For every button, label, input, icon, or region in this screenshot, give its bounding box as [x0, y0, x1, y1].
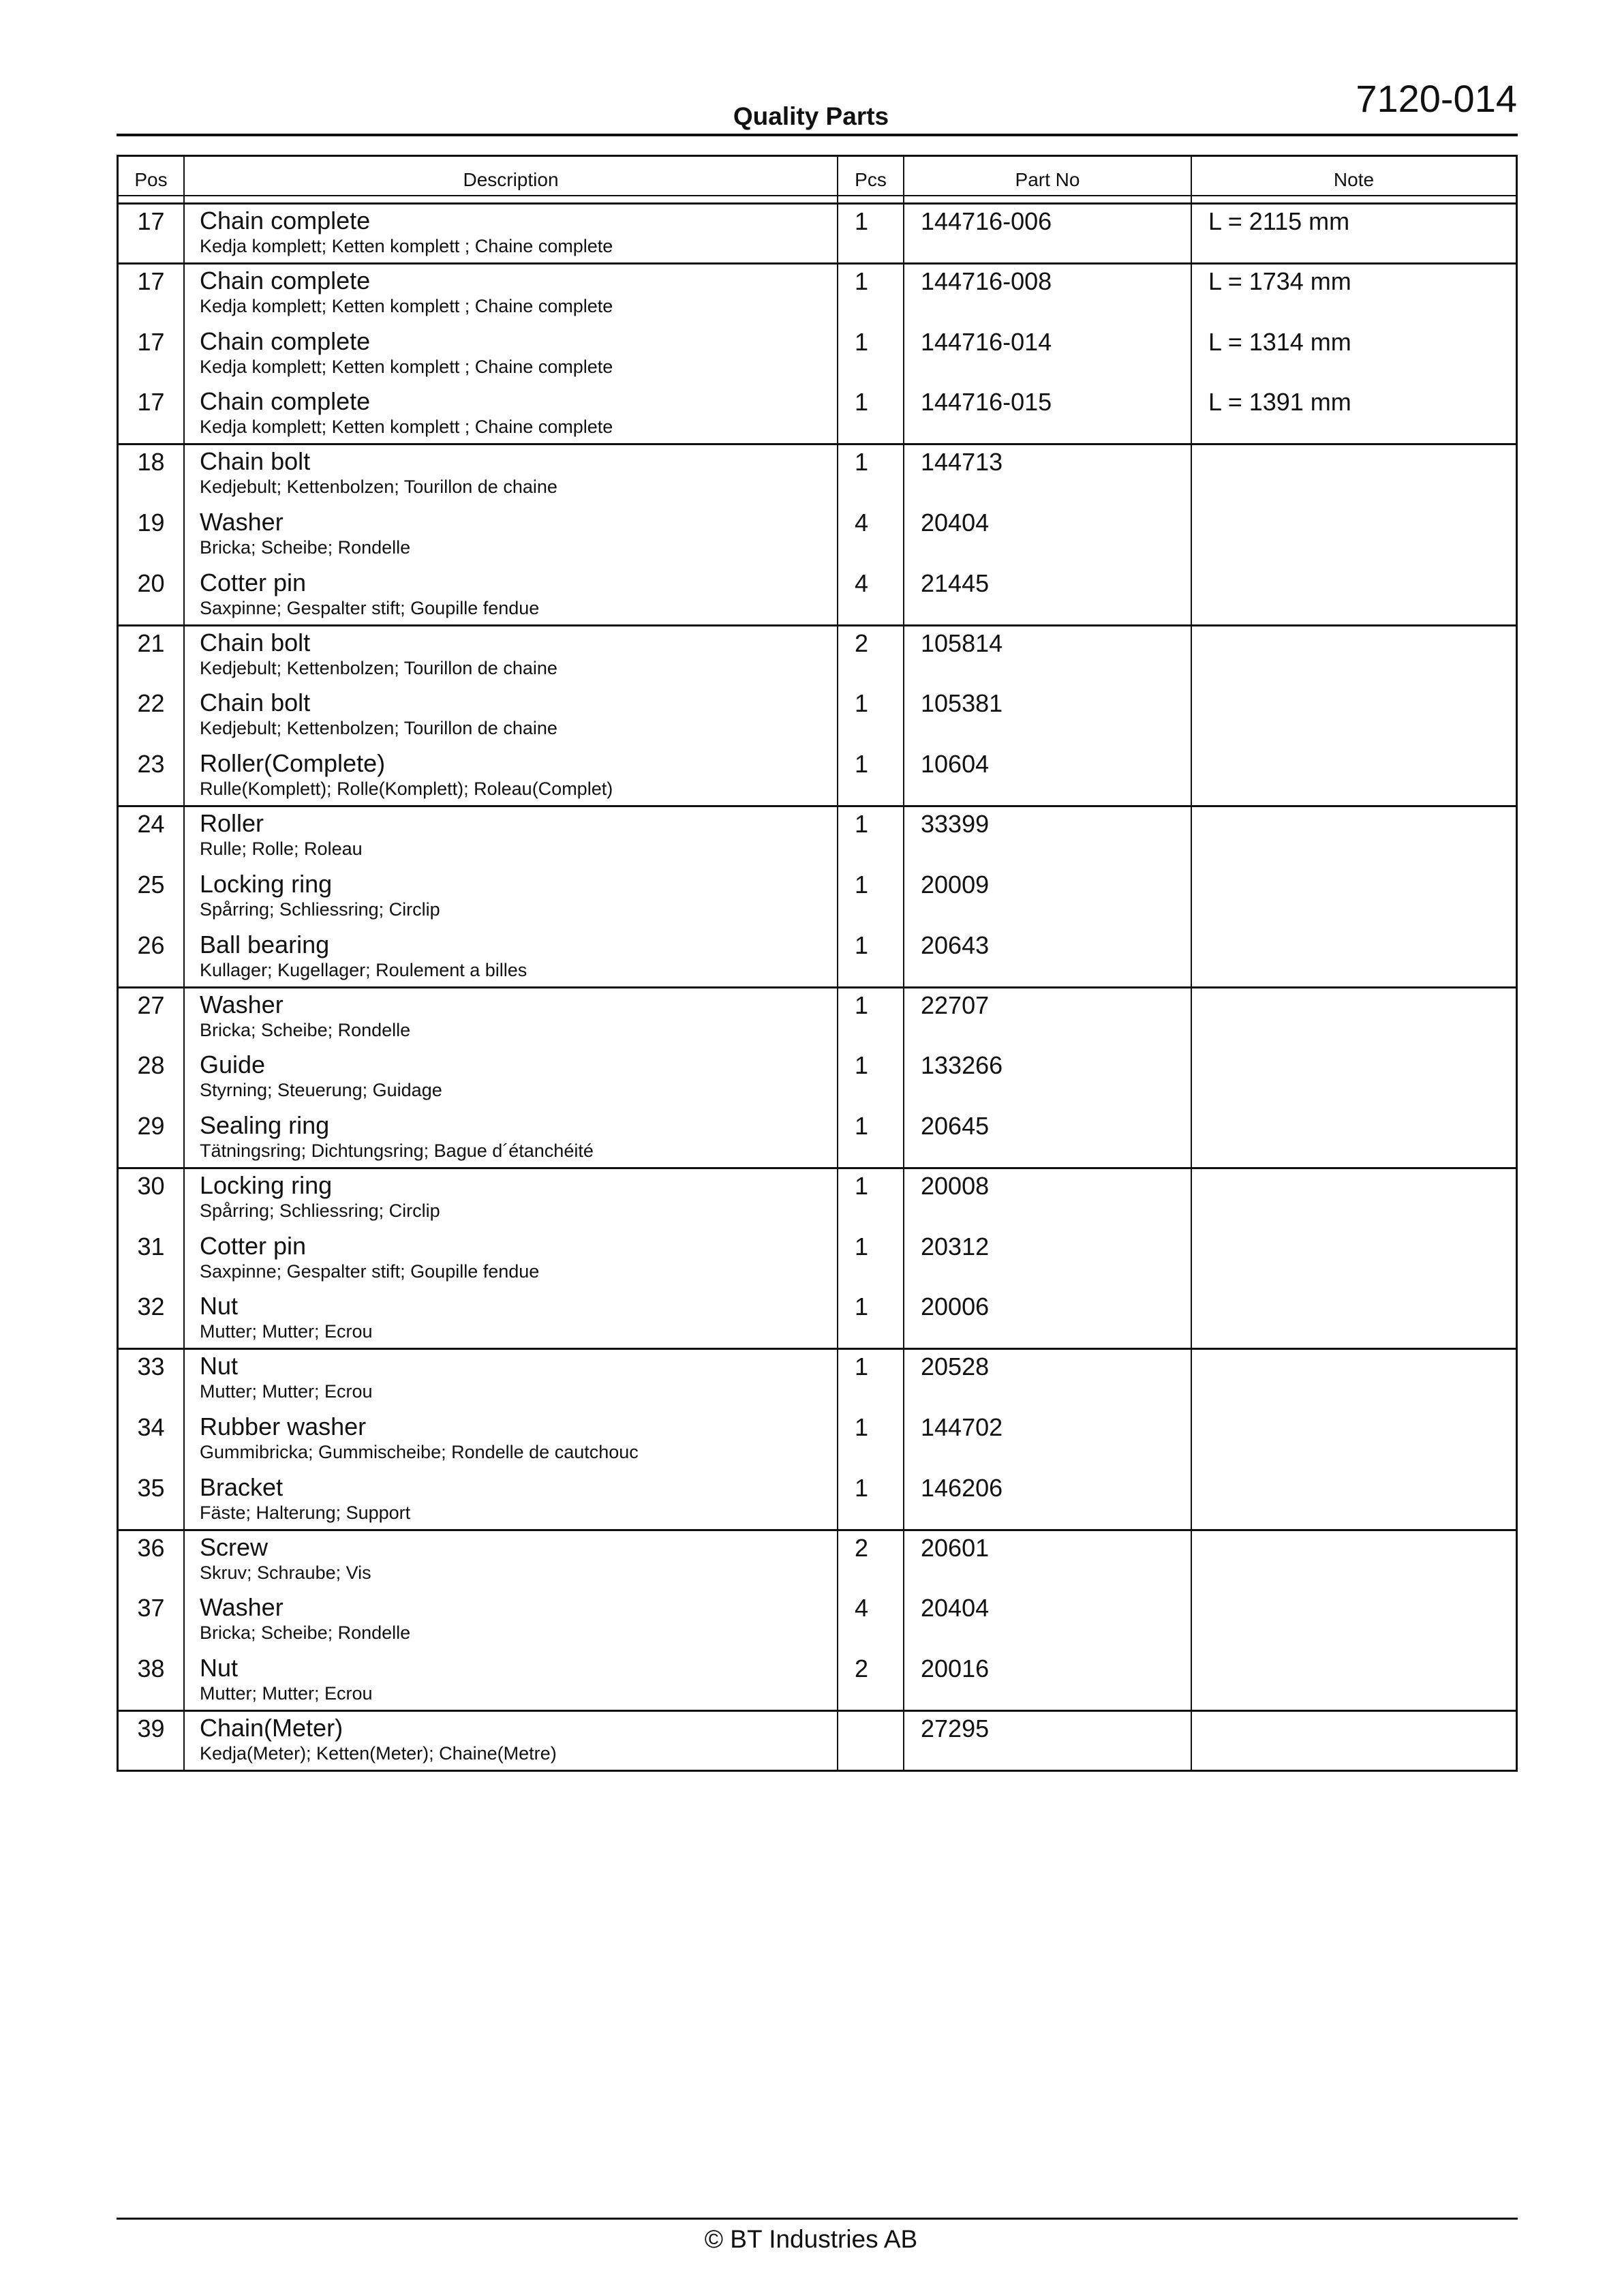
description-cell: [185, 868, 838, 928]
table-row: [119, 928, 1516, 986]
part-no-cell: 144716-008: [904, 265, 1192, 325]
pos-cell: 17: [119, 325, 185, 386]
header-rule: [117, 134, 1518, 136]
table-row: [119, 1048, 1516, 1109]
table-row: [119, 385, 1516, 443]
part-no-cell: 105381: [904, 686, 1192, 747]
description-cell: [185, 1290, 838, 1348]
part-no-cell: 20312: [904, 1230, 1192, 1290]
part-translations: Skruv; Schraube; Vis: [200, 1562, 371, 1583]
pos-cell: 37: [119, 1591, 185, 1652]
part-name: Washer: [200, 1593, 284, 1622]
note-cell: [1192, 567, 1516, 624]
part-translations: Mutter; Mutter; Ecrou: [200, 1381, 373, 1402]
part-name: Chain bolt: [200, 447, 311, 476]
pcs-cell: 1: [838, 265, 904, 325]
part-no-cell: 20645: [904, 1109, 1192, 1167]
pcs-cell: 1: [838, 686, 904, 747]
part-translations: Kedja(Meter); Ketten(Meter); Chaine(Metre): [200, 1743, 557, 1764]
column-header-description: Description: [185, 157, 838, 195]
footer-rule: [117, 2218, 1518, 2220]
pcs-cell: 1: [838, 1471, 904, 1529]
column-header-part-no: Part No: [904, 157, 1192, 195]
row-group: [119, 988, 1516, 1169]
note-cell: [1192, 1531, 1516, 1592]
part-translations: Mutter; Mutter; Ecrou: [200, 1321, 373, 1342]
pcs-cell: 4: [838, 506, 904, 567]
parts-table: [117, 155, 1518, 1772]
pcs-cell: 4: [838, 1591, 904, 1652]
pos-cell: 18: [119, 445, 185, 506]
part-translations: Rulle; Rolle; Roleau: [200, 839, 363, 860]
part-name: Washer: [200, 508, 284, 537]
table-row: [119, 205, 1516, 262]
row-group: [119, 626, 1516, 807]
part-no-cell: 27295: [904, 1712, 1192, 1770]
part-no-cell: 133266: [904, 1048, 1192, 1109]
pos-cell: 19: [119, 506, 185, 567]
note-cell: [1192, 1048, 1516, 1109]
pcs-cell: 1: [838, 1410, 904, 1471]
part-name: Cotter pin: [200, 1231, 307, 1260]
part-name: Nut: [200, 1352, 239, 1380]
note-cell: [1192, 928, 1516, 986]
description-cell: [185, 205, 838, 262]
part-name: Chain bolt: [200, 628, 311, 656]
part-no-cell: 20404: [904, 506, 1192, 567]
note-cell: [1192, 1712, 1516, 1770]
table-row: [119, 1712, 1516, 1770]
part-name: Bracket: [200, 1472, 284, 1501]
note-cell: [1192, 988, 1516, 1049]
pos-cell: 26: [119, 928, 185, 986]
part-name: Roller(Complete): [200, 749, 386, 778]
note-cell: [1192, 1591, 1516, 1652]
note-cell: [1192, 747, 1516, 805]
description-cell: [185, 1230, 838, 1290]
part-translations: Kedjebult; Kettenbolzen; Tourillon de chaine: [200, 477, 557, 498]
part-translations: Kedja komplett; Ketten komplett ; Chaine complete: [200, 417, 613, 438]
part-translations: Kedja komplett; Ketten komplett ; Chaine complete: [200, 356, 613, 377]
part-no-cell: 20016: [904, 1652, 1192, 1710]
part-translations: Saxpinne; Gespalter stift; Goupille fendue: [200, 597, 540, 618]
note-cell: [1192, 868, 1516, 928]
part-no-cell: 146206: [904, 1471, 1192, 1529]
pos-cell: 21: [119, 626, 185, 687]
part-no-cell: 22707: [904, 988, 1192, 1049]
description-cell: [185, 1350, 838, 1410]
pcs-cell: 1: [838, 807, 904, 868]
part-no-cell: 20008: [904, 1169, 1192, 1230]
note-cell: [1192, 1230, 1516, 1290]
part-translations: Spårring; Schliessring; Circlip: [200, 898, 440, 920]
row-group: [119, 265, 1516, 445]
description-cell: [185, 928, 838, 986]
table-row: [119, 988, 1516, 1049]
note-cell: L = 1391 mm: [1208, 388, 1351, 417]
pcs-cell: 1: [838, 1350, 904, 1410]
part-no-cell: 144716-015: [904, 385, 1192, 443]
part-name: Chain bolt: [200, 689, 311, 717]
row-group: [119, 1712, 1516, 1770]
pcs-cell: 2: [838, 1531, 904, 1592]
pcs-cell: 1: [838, 385, 904, 443]
table-row: [119, 265, 1516, 325]
pos-cell: 36: [119, 1531, 185, 1592]
header-spacer: [119, 196, 1516, 205]
part-name: Chain(Meter): [200, 1714, 343, 1742]
description-cell: [185, 567, 838, 624]
note-cell: [1192, 1471, 1516, 1529]
pos-cell: 33: [119, 1350, 185, 1410]
row-group: [119, 445, 1516, 626]
pcs-cell: 1: [838, 988, 904, 1049]
part-name: Locking ring: [200, 1170, 333, 1199]
row-group: [119, 807, 1516, 988]
pos-cell: 25: [119, 868, 185, 928]
description-cell: [185, 506, 838, 567]
description-cell: [185, 1591, 838, 1652]
page-title: Quality Parts: [733, 102, 889, 130]
part-no-cell: 144716-014: [904, 325, 1192, 386]
part-translations: Rulle(Komplett); Rolle(Komplett); Roleau(Complet): [200, 779, 613, 800]
table-header: [119, 157, 1516, 196]
description-cell: [185, 1048, 838, 1109]
part-name: Washer: [200, 990, 284, 1018]
description-cell: [185, 747, 838, 805]
part-name: Nut: [200, 1292, 239, 1320]
part-translations: Mutter; Mutter; Ecrou: [200, 1683, 373, 1704]
pos-cell: 31: [119, 1230, 185, 1290]
note-cell: L = 1314 mm: [1208, 327, 1351, 356]
description-cell: [185, 385, 838, 443]
table-row: [119, 325, 1516, 386]
row-group: [119, 1350, 1516, 1530]
part-translations: Bricka; Scheibe; Rondelle: [200, 537, 411, 558]
part-no-cell: 20009: [904, 868, 1192, 928]
part-name: Chain complete: [200, 387, 371, 416]
part-name: Nut: [200, 1654, 239, 1682]
pos-cell: 35: [119, 1471, 185, 1529]
part-name: Ball bearing: [200, 930, 330, 958]
part-name: Chain complete: [200, 327, 371, 355]
description-cell: [185, 265, 838, 325]
part-no-cell: 33399: [904, 807, 1192, 868]
part-name: Cotter pin: [200, 568, 307, 596]
note-cell: [1192, 686, 1516, 747]
table-row: [119, 1109, 1516, 1167]
part-no-cell: 20006: [904, 1290, 1192, 1348]
part-name: Chain complete: [200, 267, 371, 294]
pos-cell: 17: [119, 265, 185, 325]
pos-cell: 22: [119, 686, 185, 747]
part-translations: Bricka; Scheibe; Rondelle: [200, 1019, 411, 1040]
pcs-cell: 1: [838, 1048, 904, 1109]
part-translations: Styrning; Steuerung; Guidage: [200, 1080, 442, 1101]
pos-cell: 23: [119, 747, 185, 805]
row-group: [119, 1531, 1516, 1712]
pos-cell: 38: [119, 1652, 185, 1710]
description-cell: [185, 1471, 838, 1529]
footer-copyright: © BT Industries AB: [704, 2225, 918, 2253]
description-cell: [185, 1652, 838, 1710]
table-body: [119, 205, 1516, 1770]
description-cell: [185, 988, 838, 1049]
pos-cell: 24: [119, 807, 185, 868]
note-cell: [1192, 1652, 1516, 1710]
part-translations: Kedja komplett; Ketten komplett ; Chaine complete: [200, 236, 613, 256]
part-no-cell: 20643: [904, 928, 1192, 986]
part-name: Sealing ring: [200, 1111, 330, 1139]
table-row: [119, 1169, 1516, 1230]
table-row: [119, 1652, 1516, 1710]
table-row: [119, 1410, 1516, 1471]
note-cell: [1192, 1350, 1516, 1410]
part-no-cell: 20404: [904, 1591, 1192, 1652]
part-no-cell: 21445: [904, 567, 1192, 624]
table-row: [119, 868, 1516, 928]
pos-cell: 34: [119, 1410, 185, 1471]
part-name: Chain complete: [200, 207, 371, 235]
pcs-cell: 1: [838, 928, 904, 986]
part-translations: Kullager; Kugellager; Roulement a billes: [200, 959, 527, 980]
part-no-cell: 144702: [904, 1410, 1192, 1471]
note-cell: [1192, 1410, 1516, 1471]
note-cell: [1192, 506, 1516, 567]
description-cell: [185, 1410, 838, 1471]
pcs-cell: 2: [838, 1652, 904, 1710]
pcs-cell: 1: [838, 1230, 904, 1290]
part-translations: Kedjebult; Kettenbolzen; Tourillon de chaine: [200, 657, 557, 678]
note-cell: L = 2115 mm: [1208, 207, 1350, 235]
description-cell: [185, 1531, 838, 1592]
table-row: [119, 1290, 1516, 1348]
table-row: [119, 567, 1516, 624]
document-number: 7120-014: [1356, 77, 1517, 120]
note-cell: [1192, 807, 1516, 868]
part-translations: Kedjebult; Kettenbolzen; Tourillon de chaine: [200, 718, 557, 739]
part-translations: Spårring; Schliessring; Circlip: [200, 1200, 440, 1221]
note-cell: [1192, 445, 1516, 506]
part-no-cell: 144713: [904, 445, 1192, 506]
pos-cell: 32: [119, 1290, 185, 1348]
description-cell: [185, 1109, 838, 1167]
pcs-cell: 1: [838, 1109, 904, 1167]
part-no-cell: 144716-006: [904, 205, 1192, 262]
table-row: [119, 1350, 1516, 1410]
column-header-note: Note: [1333, 169, 1375, 190]
table-row: [119, 1471, 1516, 1529]
pos-cell: 17: [119, 385, 185, 443]
column-header-pcs: Pcs: [838, 157, 904, 195]
table-row: [119, 1531, 1516, 1592]
column-header-pos: Pos: [119, 157, 185, 195]
pos-cell: 30: [119, 1169, 185, 1230]
pcs-cell: 1: [838, 445, 904, 506]
note-cell: [1192, 1109, 1516, 1167]
pos-cell: 17: [119, 205, 185, 262]
description-cell: [185, 325, 838, 386]
pos-cell: 39: [119, 1712, 185, 1770]
part-no-cell: 20601: [904, 1531, 1192, 1592]
description-cell: [185, 445, 838, 506]
note-cell: [1192, 1290, 1516, 1348]
table-row: [119, 445, 1516, 506]
part-name: Guide: [200, 1051, 266, 1079]
description-cell: [185, 1712, 838, 1770]
description-cell: [185, 1169, 838, 1230]
row-group: [119, 205, 1516, 265]
table-row: [119, 506, 1516, 567]
table-row: [119, 747, 1516, 805]
description-cell: [185, 626, 838, 687]
pos-cell: 29: [119, 1109, 185, 1167]
pcs-cell: 1: [838, 1169, 904, 1230]
table-row: [119, 1591, 1516, 1652]
part-name: Screw: [200, 1532, 269, 1561]
pcs-cell: 1: [838, 205, 904, 262]
part-translations: Tätningsring; Dichtungsring; Bague d´étanchéité: [200, 1140, 594, 1161]
pos-cell: 28: [119, 1048, 185, 1109]
description-cell: [185, 686, 838, 747]
pcs-cell: 1: [838, 325, 904, 386]
part-no-cell: 20528: [904, 1350, 1192, 1410]
pcs-cell: 1: [838, 868, 904, 928]
table-row: [119, 1230, 1516, 1290]
note-cell: [1192, 626, 1516, 687]
part-name: Rubber washer: [200, 1412, 367, 1440]
part-no-cell: 10604: [904, 747, 1192, 805]
pos-cell: 20: [119, 567, 185, 624]
table-row: [119, 626, 1516, 687]
part-translations: Saxpinne; Gespalter stift; Goupille fendue: [200, 1260, 540, 1282]
pos-cell: 27: [119, 988, 185, 1049]
note-cell: [1192, 1169, 1516, 1230]
pcs-cell: 1: [838, 747, 904, 805]
row-group: [119, 1169, 1516, 1350]
part-translations: Kedja komplett; Ketten komplett ; Chaine complete: [200, 296, 613, 316]
note-cell: L = 1734 mm: [1208, 267, 1351, 295]
pcs-cell: 2: [838, 626, 904, 687]
part-translations: Fäste; Halterung; Support: [200, 1502, 411, 1523]
pcs-cell: [838, 1712, 904, 1770]
description-cell: [185, 807, 838, 868]
part-name: Locking ring: [200, 869, 333, 898]
pcs-cell: 1: [838, 1290, 904, 1348]
table-row: [119, 686, 1516, 747]
part-no-cell: 105814: [904, 626, 1192, 687]
pcs-cell: 4: [838, 567, 904, 624]
part-name: Roller: [200, 809, 264, 838]
part-translations: Gummibricka; Gummischeibe; Rondelle de cautchouc: [200, 1441, 639, 1462]
part-translations: Bricka; Scheibe; Rondelle: [200, 1622, 411, 1644]
table-row: [119, 807, 1516, 868]
